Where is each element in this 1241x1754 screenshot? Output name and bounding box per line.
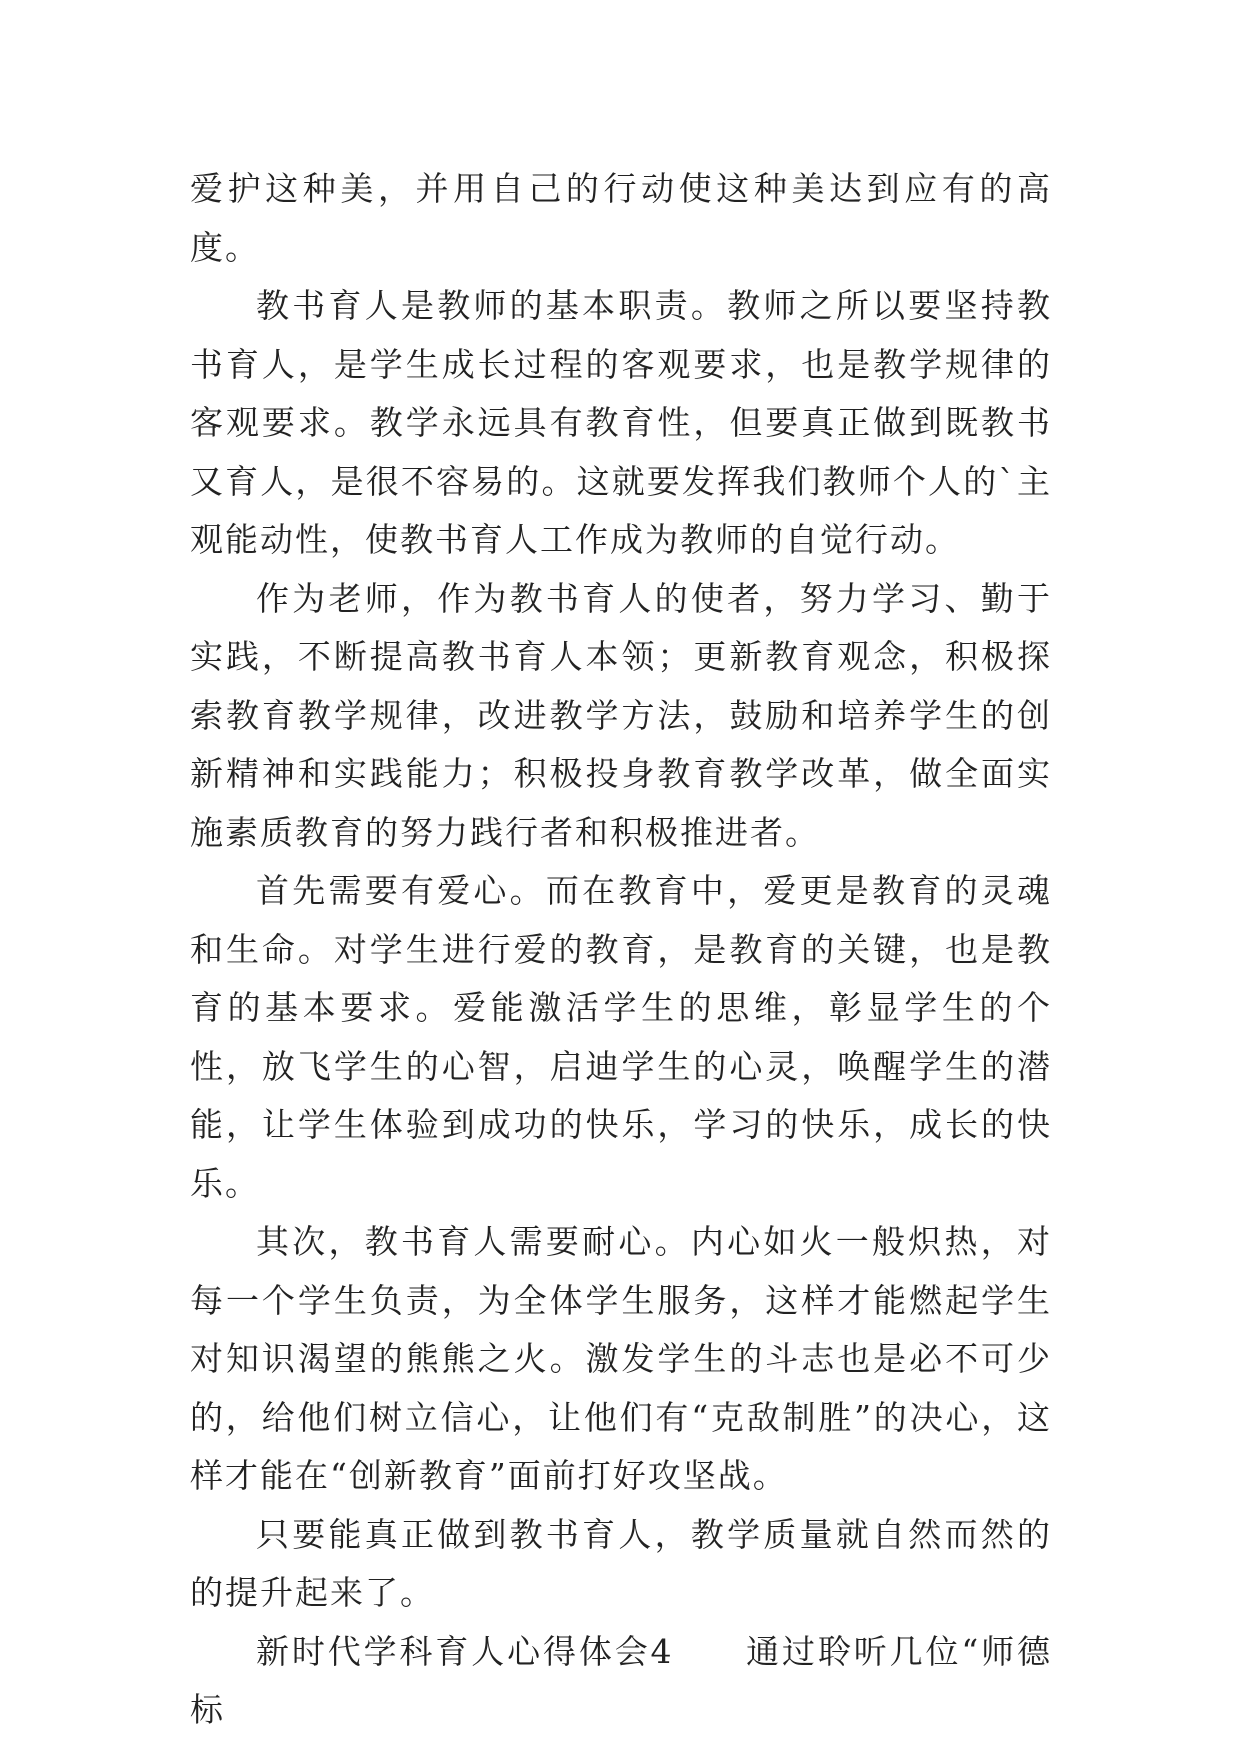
paragraph-5: 其次，教书育人需要耐心。内心如火一般炽热，对每一个学生负责，为全体学生服务，这样才能燃起学生对知识渴望的熊熊之火。激发学生的斗志也是必不可少的，给他们树立信心，让他们有“克敌制胜”的决心，这样才能在“创新教育”面前打好攻坚战。: [190, 1222, 1052, 1495]
paragraph-7: 新时代学科育人心得体会4 通过聆听几位“师德标: [190, 1631, 1052, 1729]
paragraph-1: 爱护这种美，并用自己的行动使这种美达到应有的高度。: [190, 169, 1052, 267]
paragraph-4: 首先需要有爱心。而在教育中，爱更是教育的灵魂和生命。对学生进行爱的教育，是教育的关键，也是教育的基本要求。爱能激活学生的思维，彰显学生的个性，放飞学生的心智，启迪学生的心灵，唤醒学生的潜能，让学生体验到成功的快乐，学习的快乐，成长的快乐。: [190, 871, 1052, 1203]
document-body: [190, 160, 1052, 1740]
paragraph-3: 作为老师，作为教书育人的使者，努力学习、勤于实践，不断提高教书育人本领；更新教育观念，积极探索教育教学规律，改进教学方法，鼓励和培养学生的创新精神和实践能力；积极投身教育教学改革，做全面实施素质教育的努力践行者和积极推进者。: [190, 578, 1052, 852]
paragraph-6: 只要能真正做到教书育人，教学质量就自然而然的的提升起来了。: [190, 1514, 1052, 1612]
paragraph-2: 教书育人是教师的基本职责。教师之所以要坚持教书育人，是学生成长过程的客观要求，也是教学规律的客观要求。教学永远具有教育性，但要真正做到既教书又育人，是很不容易的。这就要发挥我们教师个人的`主观能动性，使教书育人工作成为教师的自觉行动。: [190, 286, 1052, 559]
